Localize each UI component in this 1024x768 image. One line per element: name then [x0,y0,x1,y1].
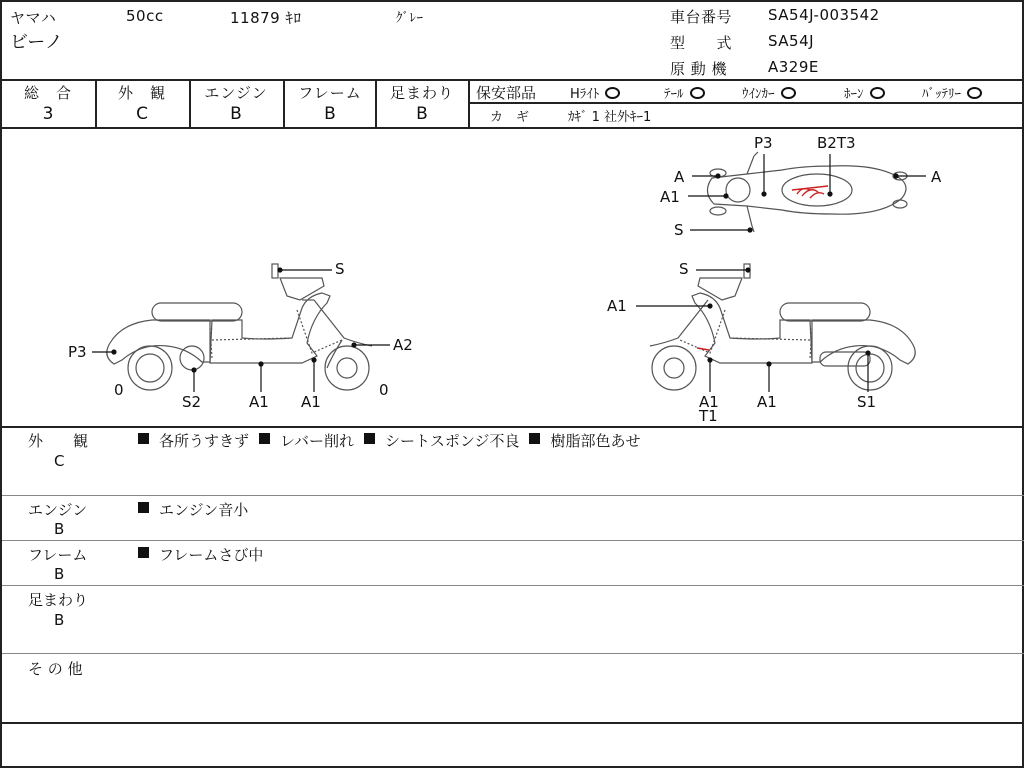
bullet-square-icon [138,502,149,513]
safety-item-label: Hﾗｲﾄ [570,87,600,102]
label-s: S [679,260,689,278]
label-a: A [931,168,942,186]
label-s2: S2 [182,393,202,411]
safety-item-winker [742,83,796,102]
note-items-frame [138,544,263,565]
safety-item-label: ｳｲﾝｶｰ [742,87,775,102]
grade-label-frame: フレーム [298,84,362,102]
label-s: S [335,260,345,278]
label-s1: S1 [857,393,877,411]
bullet-square-icon [138,433,149,444]
label-a1: A1 [699,393,719,411]
grade-value-exterior: C [136,104,148,124]
note-item-text: エンジン音小 [159,501,249,519]
note-item [138,430,249,451]
bullet-square-icon [138,547,149,558]
note-label-engine: エンジン [28,501,88,519]
grade-label-overall: 総 合 [23,84,72,102]
safety-item-tail [664,83,705,102]
label-a1: A1 [249,393,269,411]
safety-parts-label: 保安部品 [476,84,537,102]
ok-circle-icon [870,87,885,99]
engine-value: A329E [768,58,819,76]
safety-item-label: ﾊﾞｯﾃﾘｰ [922,87,961,102]
note-label-exterior: 外 観 [28,432,89,450]
frame-no: SA54J-003542 [768,6,880,24]
label-s: S [674,221,684,239]
note-items-engine [138,499,248,520]
label-a1: A1 [301,393,321,411]
ok-circle-icon [690,87,705,99]
ok-circle-icon [781,87,796,99]
scooter-right-view [650,264,915,390]
bullet-square-icon [364,433,375,444]
grade-value-suspension: B [416,104,428,124]
grade-value-frame: B [324,104,336,124]
note-item-text: レバー削れ [280,432,354,450]
frame-no-label: 車台番号 [670,8,733,26]
note-grade-engine: B [54,520,65,538]
label-b2t3: B2T3 [817,134,856,152]
note-grade-exterior: C [54,452,65,470]
note-item-text: 各所うすきず [159,432,250,450]
divider [2,722,1024,724]
note-item-text: シートスポンジ不良 [384,432,520,450]
color: ｸﾞﾚｰ [396,11,424,26]
note-item [138,499,248,520]
note-label-frame: フレーム [28,546,88,564]
safety-item-headlight [570,83,620,102]
engine-label: 原 動 機 [670,60,728,78]
ok-circle-icon [967,87,982,99]
label-a1: A1 [757,393,777,411]
safety-item-battery [922,83,982,102]
key-value: ｶｷﾞ 1 社外ｷｰ1 [568,110,652,125]
divider [2,540,1024,541]
note-item-text: フレームさび中 [159,546,264,564]
divider [2,585,1024,586]
grade-label-engine: エンジン [204,84,268,102]
key-label: カ ギ [490,110,530,125]
note-item [138,544,263,565]
label-p3: P3 [754,134,773,152]
safety-item-horn [844,83,885,102]
scooter-left-view [107,264,372,390]
label-t1: T1 [699,407,718,425]
type-value: SA54J [768,32,815,50]
label-zero: 0 [379,381,389,399]
label-a2: A2 [393,336,413,354]
note-label-suspension: 足まわり [28,591,89,609]
note-label-other: そ の 他 [28,660,83,678]
type-label: 型 式 [670,34,733,52]
label-a1: A1 [607,297,627,315]
grade-label-exterior: 外 観 [117,84,166,102]
grade-value-overall: 3 [42,104,54,124]
divider [2,79,1024,81]
divider [2,653,1024,654]
displacement: 50cc [126,7,164,25]
maker: ヤマハ [10,9,57,27]
safety-item-label: ﾎｰﾝ [844,87,864,102]
note-grade-frame: B [54,565,65,583]
note-items-exterior [138,430,640,451]
divider [468,102,1024,104]
safety-item-label: ﾃｰﾙ [664,87,684,102]
note-item [529,430,640,451]
note-item [259,430,354,451]
divider [2,426,1024,428]
divider [2,495,1024,496]
label-p3: P3 [68,343,87,361]
note-grade-suspension: B [54,611,65,629]
label-a1: A1 [660,188,680,206]
model-name: ビーノ [10,32,63,53]
note-item [364,430,519,451]
bullet-square-icon [259,433,270,444]
ok-circle-icon [605,87,620,99]
note-item-text: 樹脂部色あせ [550,432,641,450]
damage-mark-icon [697,186,828,350]
label-zero: 0 [114,381,124,399]
bullet-square-icon [529,433,540,444]
label-a: A [674,168,685,186]
grade-label-suspension: 足まわり [389,84,454,102]
mileage: 11879 ｷﾛ [230,9,302,27]
grade-value-engine: B [230,104,242,124]
damage-diagram [2,128,1024,426]
